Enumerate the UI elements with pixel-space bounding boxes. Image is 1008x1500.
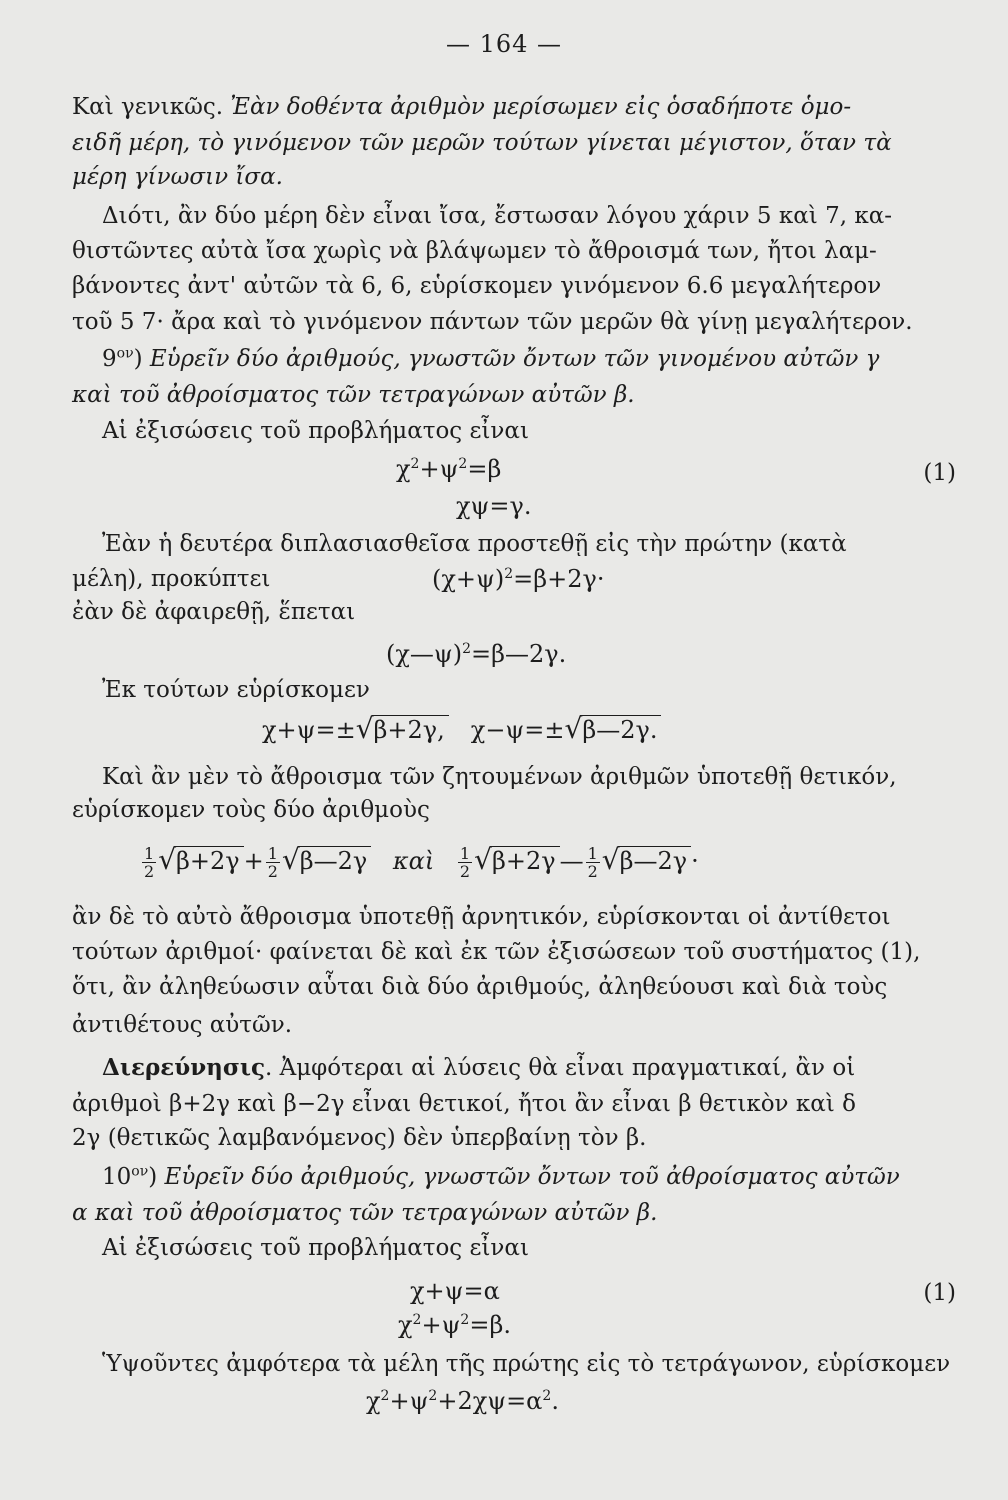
- problem-statement: α καὶ τοῦ ἀθροίσματος τῶν τετραγώνων αὐτῶν β.: [72, 1200, 658, 1226]
- problem-heading: [102, 1160, 982, 1194]
- text-line: Αἱ ἐξισώσεις τοῦ προβλήματος εἶναι: [102, 1235, 529, 1261]
- eq-part: χ: [366, 1387, 381, 1415]
- radical-sign: √: [601, 843, 620, 876]
- exponent: 2: [410, 456, 420, 472]
- eq-part: +ψ: [419, 455, 459, 483]
- eq-part: =β—2γ.: [471, 640, 567, 668]
- eq-part: χ: [396, 455, 411, 483]
- text-line: Ὑψοῦντες ἀμφότερα τὰ μέλη τῆς πρώτης εἰς τὸ τετράγωνον, εὑρίσκομεν: [102, 1351, 951, 1377]
- text-line: [72, 90, 952, 124]
- eq-part: .: [551, 1387, 559, 1415]
- numerator: 1: [459, 844, 471, 863]
- radical-sign: √: [355, 712, 374, 745]
- exponent: 2: [428, 1388, 438, 1404]
- radicand: β+2γ,: [372, 715, 449, 744]
- radicand: β+2γ: [490, 846, 560, 875]
- radicand: β—2γ: [298, 846, 372, 875]
- exponent: 2: [504, 566, 514, 582]
- text-line: ὅτι, ἂν ἀληθεύωσιν αὗται διὰ δύο ἀριθμούς, ἀληθεύουσι καὶ διὰ τοὺς: [72, 974, 888, 1000]
- problem-statement: καὶ τοῦ ἀθροίσματος τῶν τετραγώνων αὐτῶν β.: [72, 382, 635, 408]
- equation-number: (1): [923, 460, 956, 486]
- text-line: θιστῶντες αὐτὰ ἴσα χωρὶς νὰ βλάψωμεν τὸ ἄθροισμά των, ἤτοι λαμ-: [72, 238, 877, 264]
- problem-number: 9: [102, 346, 117, 372]
- theorem-text: μέρη γίνωσιν ἴσα.: [72, 164, 283, 190]
- text-span: . Ἀμφότεραι αἱ λύσεις θὰ εἶναι πραγματικαί, ἂν οἱ: [264, 1055, 856, 1081]
- radicand: β—2γ: [618, 846, 692, 875]
- equation-7: χ+ψ=α: [410, 1277, 500, 1305]
- equation-9: [366, 1384, 559, 1418]
- eq-part: —: [559, 847, 584, 875]
- equation-number: (1): [923, 1280, 956, 1306]
- conjunction: καὶ: [392, 847, 435, 875]
- eq-part: χ+ψ=±: [262, 716, 356, 744]
- denominator: 2: [144, 862, 155, 881]
- exponent: 2: [380, 1388, 390, 1404]
- denominator: 2: [587, 862, 598, 881]
- text-line: Ἐκ τούτων εὑρίσκομεν: [102, 677, 370, 703]
- radical-sign: √: [474, 843, 492, 876]
- equation-6: [140, 840, 699, 881]
- paren: ): [148, 1164, 165, 1190]
- equation-2: χψ=γ.: [456, 492, 532, 520]
- eq-part: χ: [398, 1311, 413, 1339]
- eq-part: (χ+ψ): [432, 565, 505, 593]
- ordinal-suffix: ον: [131, 1163, 149, 1180]
- fraction-half: [142, 845, 156, 880]
- fraction-half: [586, 845, 600, 880]
- numerator: 1: [267, 844, 278, 863]
- text-line: βάνοντες ἀντ' αὐτῶν τὰ 6, 6, εὑρίσκομεν γινόμενον 6.6 μεγαλήτερον: [72, 273, 882, 299]
- radical-sign: √: [281, 843, 300, 876]
- fraction-half: [458, 845, 472, 880]
- text-line: ἐὰν δὲ ἀφαιρεθῇ, ἕπεται: [72, 599, 356, 625]
- ordinal-suffix: ον: [116, 345, 134, 362]
- text-line: ἂν δὲ τὸ αὐτὸ ἄθροισμα ὑποτεθῇ ἀρνητικόν, εὑρίσκονται οἱ ἀντίθετοι: [72, 904, 891, 930]
- text-line: τούτων ἀριθμοί· φαίνεται δὲ καὶ ἐκ τῶν ἐξισώσεων τοῦ συστήματος (1),: [72, 939, 921, 965]
- equation-8: [398, 1308, 511, 1342]
- page-number: — 164 —: [445, 30, 563, 58]
- text-line: Ἐὰν ἡ δευτέρα διπλασιασθεῖσα προστεθῇ εἰς τὴν πρώτην (κατὰ: [102, 531, 847, 557]
- eq-part: =β: [467, 455, 502, 483]
- denominator: 2: [459, 862, 471, 881]
- text-line: εὑρίσκομεν τοὺς δύο ἀριθμοὺς: [72, 797, 430, 823]
- numerator: 1: [144, 844, 155, 863]
- eq-part: +2χψ=α: [437, 1387, 543, 1415]
- exponent: 2: [462, 641, 472, 657]
- exponent: 2: [460, 1312, 470, 1328]
- exponent: 2: [458, 456, 468, 472]
- text-line: 2γ (θετικῶς λαμβανόμενος) δὲν ὑπερβαίνῃ τὸν β.: [72, 1125, 647, 1151]
- eq-part: =β.: [469, 1311, 511, 1339]
- paren: ): [133, 346, 150, 372]
- text-span: Καὶ γενικῶς.: [72, 94, 231, 120]
- text-line: Καὶ ἂν μὲν τὸ ἄθροισμα τῶν ζητουμένων ἀριθμῶν ὑποτεθῇ θετικόν,: [102, 764, 897, 790]
- text-line: ἀντιθέτους αὐτῶν.: [72, 1012, 293, 1038]
- denominator: 2: [267, 862, 278, 881]
- theorem-text: Ἐὰν δοθέντα ἀριθμὸν μερίσωμεν εἰς ὁσαδήποτε ὁμο-: [230, 94, 852, 120]
- eq-part: ·: [691, 847, 699, 875]
- theorem-text: ειδῆ μέρη, τὸ γινόμενον τῶν μερῶν τούτων γίνεται μέγιστον, ὅταν τὰ: [72, 130, 892, 156]
- equation-3: [432, 562, 604, 596]
- section-title: Διερεύνησις: [102, 1054, 265, 1081]
- eq-part: χ−ψ=±: [470, 716, 565, 744]
- radicand: β+2γ: [174, 846, 244, 875]
- exponent: 2: [412, 1312, 422, 1328]
- problem-statement: Εὑρεῖν δύο ἀριθμούς, γνωστῶν ὄντων τοῦ ἀθροίσματος αὐτῶν: [164, 1164, 900, 1190]
- equation-4: [386, 637, 566, 671]
- eq-part: (χ—ψ): [386, 640, 463, 668]
- radical-sign: √: [564, 712, 583, 745]
- radical-sign: √: [158, 843, 177, 876]
- eq-part: +ψ: [389, 1387, 429, 1415]
- radicand: β—2γ.: [580, 715, 661, 744]
- text-line: μέλη), προκύπτει: [72, 566, 271, 592]
- eq-part: =β+2γ·: [513, 565, 605, 593]
- discussion-heading: [102, 1051, 982, 1085]
- text-line: Αἱ ἐξισώσεις τοῦ προβλήματος εἶναι: [102, 418, 529, 444]
- problem-heading: [102, 342, 982, 376]
- problem-statement: Εὑρεῖν δύο ἀριθμούς, γνωστῶν ὄντων τῶν γινομένου αὐτῶν γ: [149, 346, 880, 372]
- equation-5: [262, 712, 661, 747]
- exponent: 2: [542, 1388, 552, 1404]
- text-line: ἀριθμοὶ β+2γ καὶ β−2γ εἶναι θετικοί, ἤτοι ἂν εἶναι β θετικὸν καὶ δ: [72, 1091, 856, 1117]
- eq-part: +: [243, 847, 264, 875]
- problem-number: 10: [102, 1164, 132, 1190]
- numerator: 1: [587, 844, 598, 863]
- text-line: Διότι, ἂν δύο μέρη δὲν εἶναι ἴσα, ἔστωσαν λόγου χάριν 5 καὶ 7, κα-: [102, 203, 893, 229]
- eq-part: +ψ: [421, 1311, 461, 1339]
- text-line: τοῦ 5 7· ἄρα καὶ τὸ γινόμενον πάντων τῶν μερῶν θὰ γίνῃ μεγαλήτερον.: [72, 309, 913, 335]
- equation-1: [396, 452, 501, 486]
- fraction-half: [266, 845, 280, 880]
